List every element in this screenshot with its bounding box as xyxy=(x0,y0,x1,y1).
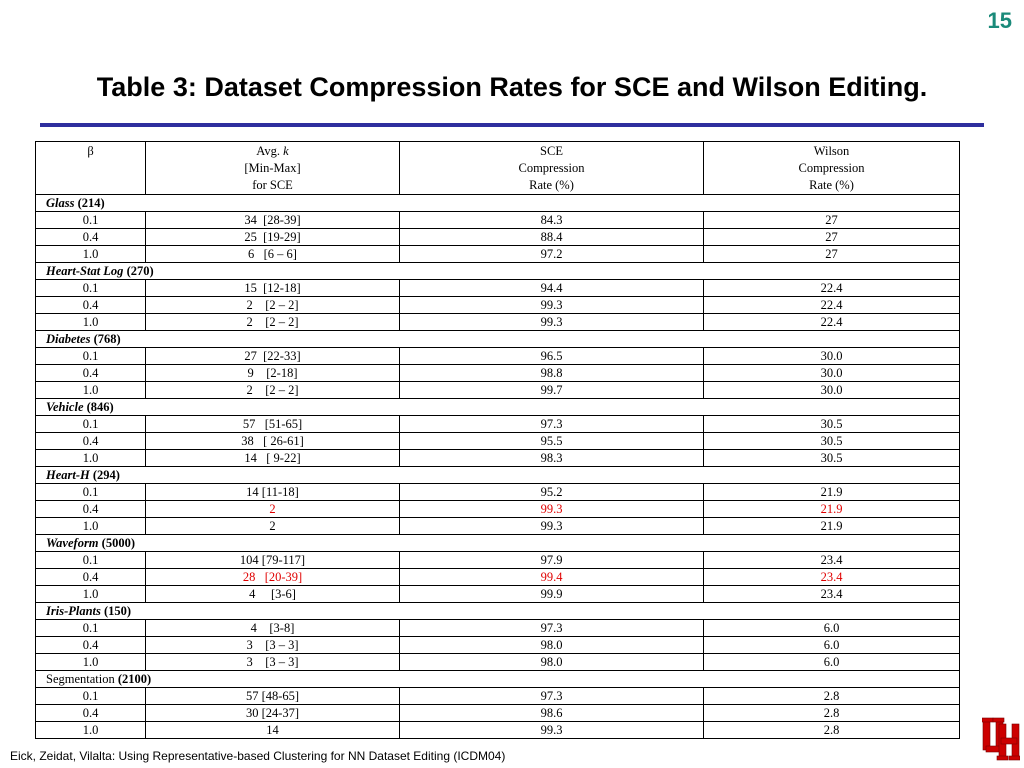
dataset-group-row xyxy=(36,195,960,212)
wilson-rate-cell: 2.8 xyxy=(704,722,960,739)
avg-k-cell: 30 [24-37] xyxy=(146,705,400,722)
table-row xyxy=(36,501,960,518)
dataset-group-row xyxy=(36,263,960,280)
beta-cell: 1.0 xyxy=(36,518,146,535)
beta-cell: 0.1 xyxy=(36,484,146,501)
beta-cell: 0.4 xyxy=(36,705,146,722)
dataset-name-cell xyxy=(36,331,960,348)
avg-k-cell: 2 [2 – 2] xyxy=(146,314,400,331)
beta-cell: 1.0 xyxy=(36,246,146,263)
wilson-rate-cell: 6.0 xyxy=(704,654,960,671)
table-row xyxy=(36,722,960,739)
beta-cell: 0.4 xyxy=(36,365,146,382)
table-row xyxy=(36,484,960,501)
wilson-rate-cell: 22.4 xyxy=(704,297,960,314)
wilson-rate-cell: 27 xyxy=(704,229,960,246)
sce-rate-cell: 99.9 xyxy=(400,586,704,603)
sce-rate-cell: 97.3 xyxy=(400,688,704,705)
dataset-name: Vehicle xyxy=(46,400,84,414)
table-header-row xyxy=(36,142,960,195)
sce-rate-cell: 99.3 xyxy=(400,314,704,331)
avg-k-cell: 4 [3-8] xyxy=(146,620,400,637)
dataset-name: Heart-Stat Log xyxy=(46,264,124,278)
table-row xyxy=(36,416,960,433)
wilson-rate-cell: 6.0 xyxy=(704,637,960,654)
dataset-group-row xyxy=(36,603,960,620)
wilson-rate-cell: 22.4 xyxy=(704,280,960,297)
beta-cell: 1.0 xyxy=(36,450,146,467)
beta-cell: 0.1 xyxy=(36,280,146,297)
wilson-rate-cell: 30.5 xyxy=(704,416,960,433)
dataset-name: Heart-H xyxy=(46,468,90,482)
sce-rate-cell: 99.3 xyxy=(400,297,704,314)
beta-cell: 0.1 xyxy=(36,212,146,229)
slide-title: Table 3: Dataset Compression Rates for SCE and Wilson Editing. xyxy=(96,72,928,102)
sce-rate-cell: 97.3 xyxy=(400,416,704,433)
sce-rate-cell: 99.7 xyxy=(400,382,704,399)
wilson-rate-cell: 6.0 xyxy=(704,620,960,637)
dataset-name-cell xyxy=(36,671,960,688)
wilson-rate-cell: 23.4 xyxy=(704,586,960,603)
dataset-size: (2100) xyxy=(117,672,152,686)
avg-k-cell: 14 [11-18] xyxy=(146,484,400,501)
beta-cell: 1.0 xyxy=(36,314,146,331)
avg-k-cell: 3 [3 – 3] xyxy=(146,637,400,654)
dataset-group-row xyxy=(36,331,960,348)
table-row xyxy=(36,552,960,569)
dataset-name: Segmentation xyxy=(46,672,115,686)
wilson-rate-cell: 2.8 xyxy=(704,705,960,722)
sce-rate-cell: 84.3 xyxy=(400,212,704,229)
avg-k-cell: 57 [48-65] xyxy=(146,688,400,705)
wilson-rate-cell: 30.5 xyxy=(704,433,960,450)
sce-rate-cell: 98.3 xyxy=(400,450,704,467)
avg-k-cell: 28 [20-39] xyxy=(146,569,400,586)
wilson-rate-cell: 30.0 xyxy=(704,348,960,365)
dataset-name: Waveform xyxy=(46,536,99,550)
beta-cell: 0.4 xyxy=(36,433,146,450)
dataset-size: (214) xyxy=(77,196,105,210)
table-row xyxy=(36,314,960,331)
dataset-size: (150) xyxy=(104,604,132,618)
wilson-rate-cell: 21.9 xyxy=(704,484,960,501)
avg-k-cell: 104 [79-117] xyxy=(146,552,400,569)
avg-k-cell: 27 [22-33] xyxy=(146,348,400,365)
table-row xyxy=(36,637,960,654)
avg-k-cell: 14 [ 9-22] xyxy=(146,450,400,467)
wilson-rate-cell: 21.9 xyxy=(704,518,960,535)
sce-rate-cell: 99.3 xyxy=(400,518,704,535)
sce-rate-cell: 94.4 xyxy=(400,280,704,297)
beta-cell: 0.1 xyxy=(36,688,146,705)
table-row xyxy=(36,569,960,586)
dataset-size: (270) xyxy=(126,264,154,278)
beta-cell: 1.0 xyxy=(36,654,146,671)
dataset-size: (294) xyxy=(92,468,120,482)
header-wilson-rate: Wilson Compression Rate (%) xyxy=(704,142,960,195)
avg-k-cell: 57 [51-65] xyxy=(146,416,400,433)
beta-cell: 1.0 xyxy=(36,382,146,399)
table-row xyxy=(36,705,960,722)
wilson-rate-cell: 21.9 xyxy=(704,501,960,518)
wilson-rate-cell: 30.5 xyxy=(704,450,960,467)
header-sce-rate: SCE Compression Rate (%) xyxy=(400,142,704,195)
table-row xyxy=(36,654,960,671)
wilson-rate-cell: 23.4 xyxy=(704,569,960,586)
table-row xyxy=(36,348,960,365)
avg-k-cell: 25 [19-29] xyxy=(146,229,400,246)
table-body xyxy=(36,195,960,739)
beta-cell: 0.1 xyxy=(36,348,146,365)
header-beta: β xyxy=(36,142,146,195)
title-divider xyxy=(40,123,984,127)
dataset-group-row xyxy=(36,467,960,484)
avg-k-cell: 2 [2 – 2] xyxy=(146,297,400,314)
sce-rate-cell: 97.2 xyxy=(400,246,704,263)
dataset-name-cell xyxy=(36,399,960,416)
beta-cell: 0.4 xyxy=(36,569,146,586)
sce-rate-cell: 98.8 xyxy=(400,365,704,382)
sce-rate-cell: 97.3 xyxy=(400,620,704,637)
table-row xyxy=(36,212,960,229)
wilson-rate-cell: 2.8 xyxy=(704,688,960,705)
footer-citation: Eick, Zeidat, Vilalta: Using Representative-based Clustering for NN Dataset Editing (ICDM04) xyxy=(10,749,506,763)
table-row xyxy=(36,297,960,314)
table-row xyxy=(36,246,960,263)
table-row xyxy=(36,382,960,399)
slide-number: 15 xyxy=(987,8,1012,33)
avg-k-cell: 34 [28-39] xyxy=(146,212,400,229)
university-logo xyxy=(982,714,1020,762)
wilson-rate-cell: 23.4 xyxy=(704,552,960,569)
table-row xyxy=(36,433,960,450)
sce-rate-cell: 97.9 xyxy=(400,552,704,569)
avg-k-cell: 3 [3 – 3] xyxy=(146,654,400,671)
sce-rate-cell: 98.0 xyxy=(400,637,704,654)
table-row xyxy=(36,280,960,297)
table-row xyxy=(36,518,960,535)
sce-rate-cell: 96.5 xyxy=(400,348,704,365)
dataset-name: Diabetes xyxy=(46,332,91,346)
dataset-name-cell xyxy=(36,467,960,484)
avg-k-cell: 6 [6 – 6] xyxy=(146,246,400,263)
dataset-group-row xyxy=(36,399,960,416)
dataset-name-cell xyxy=(36,535,960,552)
avg-k-cell: 14 xyxy=(146,722,400,739)
dataset-size: (846) xyxy=(86,400,114,414)
wilson-rate-cell: 30.0 xyxy=(704,365,960,382)
dataset-size: (5000) xyxy=(101,536,135,550)
wilson-rate-cell: 22.4 xyxy=(704,314,960,331)
wilson-rate-cell: 27 xyxy=(704,246,960,263)
header-avg-k: Avg. k [Min-Max] for SCE xyxy=(146,142,400,195)
dataset-name-cell xyxy=(36,603,960,620)
avg-k-cell: 2 xyxy=(146,501,400,518)
table-row xyxy=(36,229,960,246)
avg-k-cell: 15 [12-18] xyxy=(146,280,400,297)
compression-rates-table xyxy=(35,141,960,739)
beta-cell: 0.4 xyxy=(36,501,146,518)
beta-cell: 1.0 xyxy=(36,722,146,739)
sce-rate-cell: 99.3 xyxy=(400,501,704,518)
beta-cell: 0.4 xyxy=(36,297,146,314)
sce-rate-cell: 98.6 xyxy=(400,705,704,722)
avg-k-cell: 38 [ 26-61] xyxy=(146,433,400,450)
sce-rate-cell: 98.0 xyxy=(400,654,704,671)
dataset-name-cell xyxy=(36,263,960,280)
table-row xyxy=(36,688,960,705)
dataset-name: Iris-Plants xyxy=(46,604,101,618)
beta-cell: 1.0 xyxy=(36,586,146,603)
dataset-size: (768) xyxy=(93,332,121,346)
dataset-group-row xyxy=(36,535,960,552)
avg-k-cell: 2 xyxy=(146,518,400,535)
beta-cell: 0.4 xyxy=(36,229,146,246)
beta-cell: 0.4 xyxy=(36,637,146,654)
wilson-rate-cell: 27 xyxy=(704,212,960,229)
dataset-group-row xyxy=(36,671,960,688)
table-row xyxy=(36,365,960,382)
sce-rate-cell: 88.4 xyxy=(400,229,704,246)
beta-cell: 0.1 xyxy=(36,552,146,569)
table-row xyxy=(36,586,960,603)
avg-k-cell: 2 [2 – 2] xyxy=(146,382,400,399)
sce-rate-cell: 99.4 xyxy=(400,569,704,586)
dataset-name: Glass xyxy=(46,196,75,210)
table-row xyxy=(36,450,960,467)
beta-cell: 0.1 xyxy=(36,620,146,637)
beta-cell: 0.1 xyxy=(36,416,146,433)
sce-rate-cell: 95.2 xyxy=(400,484,704,501)
sce-rate-cell: 99.3 xyxy=(400,722,704,739)
sce-rate-cell: 95.5 xyxy=(400,433,704,450)
avg-k-cell: 9 [2-18] xyxy=(146,365,400,382)
wilson-rate-cell: 30.0 xyxy=(704,382,960,399)
table-row xyxy=(36,620,960,637)
dataset-name-cell xyxy=(36,195,960,212)
avg-k-cell: 4 [3-6] xyxy=(146,586,400,603)
